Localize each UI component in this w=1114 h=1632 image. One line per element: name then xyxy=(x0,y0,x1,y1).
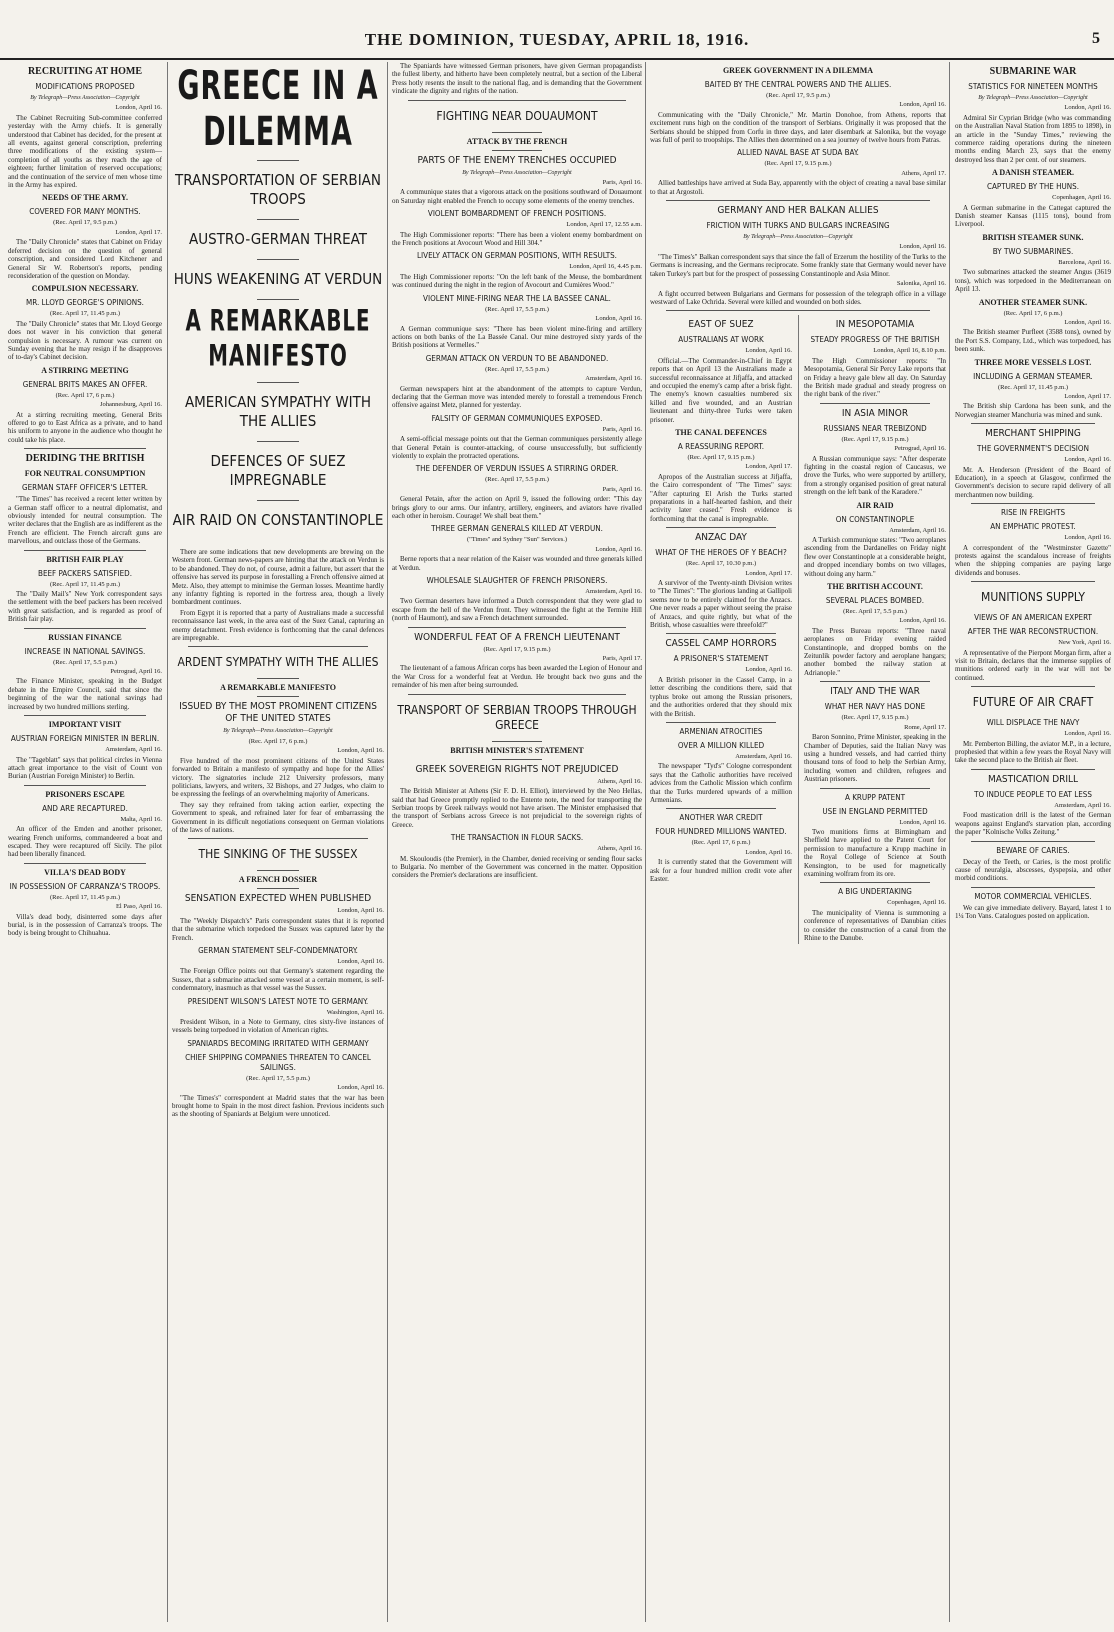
subheadline: AN EMPHATIC PROTEST. xyxy=(990,522,1076,532)
received-line: (Rec. April 17, 6 p.m.) xyxy=(691,839,751,847)
headline: ANOTHER WAR CREDIT xyxy=(679,813,763,823)
subheadline: PARTS OF THE ENEMY TRENCHES OCCUPIED xyxy=(417,154,617,166)
dateline: London, April 17. xyxy=(745,569,792,577)
received-line: (Rec. April 17, 5.5 p.m.) xyxy=(843,608,907,616)
subheadline: FOUR HUNDRED MILLIONS WANTED. xyxy=(655,827,787,837)
headline: EAST OF SUEZ xyxy=(688,319,754,331)
article-text: M. Skouloudis (the Premier), in the Chamber, denied receiving or sending flour sacks to Bulgaria. No member of the Government was concerned in the matter. Opposition considers the Premier's declarations are insufficient. xyxy=(392,854,642,880)
headline: IN MESOPOTAMIA xyxy=(835,319,915,331)
headline: RUSSIAN FINANCE xyxy=(48,632,122,642)
headline: CASSEL CAMP HORRORS xyxy=(665,638,777,650)
headline: THREE MORE VESSELS LOST. xyxy=(974,357,1092,367)
dateline: Paris, April 16. xyxy=(602,425,642,433)
subheadline: FRICTION WITH TURKS AND BULGARS INCREASING xyxy=(706,221,890,231)
dateline: Amsterdam, April 16. xyxy=(585,375,642,383)
received-line: (Rec. April 17, 11.45 p.m.) xyxy=(50,310,120,318)
article-text: Two submarines attacked the steamer Angus (3619 tons), which was torpedoed in the Mediterranean on April 13. xyxy=(955,268,1111,294)
dateline: London, April 16. xyxy=(745,666,792,674)
subheadline: BRITISH MINISTER'S STATEMENT xyxy=(450,745,584,755)
dateline: London, April 17, 12.55 a.m. xyxy=(566,221,642,229)
article-text: The High Commissioner reports: "In Mesopotamia, General Sir Percy Lake reports that on Friday a heavy gale blew all day. On Saturday the British made gradual and steady progress on the right bank of the river." xyxy=(804,356,946,399)
subheadline: AFTER THE WAR RECONSTRUCTION. xyxy=(967,627,1099,637)
article-text: A semi-official message points out that the German communiques persistently allege that General Petain is counter-attacking, of course unsuccessfully, but sufficiently violently to explain the protracted operations. xyxy=(392,435,642,460)
dateline: Amsterdam, April 16. xyxy=(1054,801,1111,809)
headline: PRISONERS ESCAPE xyxy=(45,789,125,799)
masthead xyxy=(0,0,1114,60)
advertisement-heading: MOTOR COMMERCIAL VEHICLES. xyxy=(974,891,1092,901)
article-text: A survivor of the Twenty-ninth Division writes to "The Times": "The glorious landing at Gallipoli seems now to be entirely claimed for the Anzacs. One never reads a paper without seeing the praise of Anzacs, and quite rightly, but what of the British, whose casualties were threefold?" xyxy=(650,579,792,630)
subheadline: COVERED FOR MANY MONTHS. xyxy=(29,207,141,217)
dateline: Amsterdam, April 16. xyxy=(889,526,946,534)
article-text: A German submarine in the Cattegat captured the Danish steamer Kansas (1115 tons), bound from Liverpool. xyxy=(955,203,1111,229)
article-text: The municipality of Vienna is summoning a conference of representatives of Danubian cities to consider the construction of a canal from the Rhine to the Danube. xyxy=(804,908,946,942)
dateline: London, April 17. xyxy=(1064,392,1111,400)
headline: VILLA'S DEAD BODY xyxy=(44,867,126,877)
subheadline: SPANIARDS BECOMING IRRITATED WITH GERMANY xyxy=(187,1038,369,1048)
subheadline: THE DEFENDER OF VERDUN ISSUES A STIRRING ORDER. xyxy=(415,464,619,474)
advertisement-text: We can give immediate delivery. Bayard, latest 1 to 1¼ Ton Vans. Catalogues posted on application. xyxy=(955,903,1111,921)
article-text: Admiral Sir Cyprian Bridge (who was commanding on the Australian Naval Station from 1895 to 1898), in an article in the "Sunday Times," reviewing the commerce raiding operations during the nineteen months ending March 23, says that the enemy destroyed less than 2 per cent. of our steamers. xyxy=(955,113,1111,164)
received-line: (Rec. April 17, 6 p.m.) xyxy=(1003,309,1063,317)
subheadline: STEADY PROGRESS OF THE BRITISH xyxy=(810,335,940,345)
subheadline: CAPTURED BY THE HUNS. xyxy=(986,182,1080,192)
subheadline: PRESIDENT WILSON'S LATEST NOTE TO GERMANY. xyxy=(187,996,369,1006)
byline: By Telegraph—Press Association—Copyright xyxy=(978,95,1088,101)
column-1 xyxy=(8,62,166,1622)
article-text: A communique states that a vigorous attack on the positions southward of Douaumont on Saturday night enabled the French to occupy some elements of the enemy trenches. xyxy=(392,188,642,205)
column-4-left xyxy=(650,315,792,944)
column-4 xyxy=(645,62,950,1622)
dateline: London, April 16. xyxy=(1064,730,1111,738)
article-text: A Russian communique says: "After desperate fighting in the coastal region of Caucasus, we drove the Turks, who were supported by artillery, from a strongly organised position of great natural strength on the left bank of the Karadere." xyxy=(804,454,946,497)
article-text: A British prisoner in the Cassel Camp, in a letter describing the conditions there, said that typhus broke out among the Russian prisoners, and the authorities ordered that they should mix with the British. xyxy=(650,675,792,718)
headline: IMPORTANT VISIT xyxy=(48,720,122,730)
article-text: Villa's dead body, disinterred some days after burial, is in the possession of Carranza's troops. The body is being brought to Chihuahua. xyxy=(8,912,162,938)
subheadline: LIVELY ATTACK ON GERMAN POSITIONS, WITH RESULTS. xyxy=(417,251,617,261)
article-text: A representative of the Pierpont Morgan firm, after a visit to Britain, declares that the immense supplies of munitions ordered early in the war will not be continued. xyxy=(955,648,1111,682)
subheadline: WHAT OF THE HEROES OF Y BEACH? xyxy=(655,548,787,558)
dateline: London, April 16. xyxy=(899,101,946,109)
article-text: A Turkish communique states: "Two aeroplanes ascending from the Dardanelles on Friday night flew over Constantinople at a considerable height, and dropped incendiary bombs on two villages, without doing any harm." xyxy=(804,536,946,578)
article-text: Official.—The Commander-in-Chief in Egypt reports that on April 13 the Australians made a successful reconnaissance at Jifjaffa, and attacked and occupied the enemy's camp after a brisk fight. The enemy's known casualties numbered six killed and five wounded, and an Austrian lieutenant and thirty-three Turks were taken prisoner. xyxy=(650,356,792,424)
received-line: (Rec. April 17, 9.15 p.m.) xyxy=(483,645,551,653)
article-text: "The Times's" Balkan correspondent says that since the fall of Erzerum the hostility of the Turks to the Germans is increasing, and the Germans reciprocate. Some frankly state that Germany would never have taken Turkey's part but for the prospect of possessing Constantinople and Asia Minor. xyxy=(650,252,946,278)
dateline: Washington, April 16. xyxy=(326,1008,384,1016)
article-text: The Cabinet Recruiting Sub-committee conferred yesterday with the Army chiefs. It is generally understood that Cabinet has decided, for the present at all events, against general conscription, preferring three modifications of the existing system—completion of all youths as they reach the age of eighteen; further limitation of reserved occupations; and the continuation of the service of men whose time in the Army has expired. xyxy=(8,113,162,190)
subheadline: THE GOVERNMENT'S DECISION xyxy=(977,444,1089,454)
dateline: London, April 16. xyxy=(899,818,946,826)
dateline: London, April 16. xyxy=(1064,534,1111,542)
headline: A STIRRING MEETING xyxy=(41,365,129,375)
article-text: Allied battleships have arrived at Suda Bay, apparently with the object of creating a naval base similar to that at Argostoli. xyxy=(650,179,946,196)
received-line: (Rec. April 17, 9.15 p.m.) xyxy=(687,453,755,461)
article-text: "The Times" has received a recent letter written by a German staff officer to a neutral diplomatist, and obviously intended for neutral consumption. The writer declares that the English are as indifferent as the French are efficient. The French aircraft guns are marvellous, and outclass those of the Germans. xyxy=(8,495,163,546)
headline: BRITISH STEAMER SUNK. xyxy=(982,232,1084,242)
subheadline: TO INDUCE PEOPLE TO EAT LESS xyxy=(974,789,1092,799)
subheadline: STATISTICS FOR NINETEEN MONTHS xyxy=(968,82,1098,91)
headline: ITALY AND THE WAR xyxy=(830,686,920,698)
subheadline: AUSTRIAN FOREIGN MINISTER IN BERLIN. xyxy=(10,734,160,744)
dateline: London, April 16. xyxy=(337,747,384,755)
dateline: London, April 16. xyxy=(337,957,384,965)
subheadline: A REASSURING REPORT. xyxy=(677,441,765,451)
article-text: General Petain, after the action on April 9, issued the following order: "This day brings glory to our arms. Our infantry, artillery, engineers, and aviators have rivalled each other in heroism. Courage! We shall beat them." xyxy=(392,495,642,520)
subheadline: AIR RAID xyxy=(856,500,894,510)
column-4-right xyxy=(798,315,946,944)
received-line: ("Times" and Sydney "Sun" Services.) xyxy=(466,536,568,544)
subheadline: A REMARKABLE MANIFESTO xyxy=(220,683,336,693)
subheadline: IN POSSESSION OF CARRANZA'S TROOPS. xyxy=(9,881,161,891)
byline: By Telegraph—Press Association—Copyright xyxy=(223,728,333,735)
dateline: Amsterdam, April 16. xyxy=(585,588,642,596)
headline: NEEDS OF THE ARMY. xyxy=(42,193,128,203)
subheadline: VIOLENT MINE-FIRING NEAR THE LA BASSEE CANAL. xyxy=(423,293,611,303)
article-text: They say they refrained from taking action earlier, expecting the Government to speak, and refrained later for fear of embarrassing the Government in its difficult negotiations consequent on German violations of the laws of nations. xyxy=(172,800,384,834)
dateline: Johannesburg, April 16. xyxy=(100,401,162,409)
advertisement-text: Decay of the Teeth, or Caries, is the most prolific cause of neuralgia, abscesses, dyspepsia, and other morbid conditions. xyxy=(955,857,1111,883)
dateline: Athens, April 17. xyxy=(901,169,946,177)
subheadline: THE BRITISH ACCOUNT. xyxy=(827,582,923,592)
subheadline: AND ARE RECAPTURED. xyxy=(42,803,128,813)
subheadline: THE CANAL DEFENCES xyxy=(675,427,767,437)
headline: AMERICAN SYMPATHY WITH THE ALLIES xyxy=(184,393,372,430)
article-text: The British steamer Purfleet (3588 tons), owned by the Port S.S. Company, Ltd., which was torpedoed, has been sunk. xyxy=(955,328,1111,354)
article-text: The "Tageblatt" says that political circles in Vienna attach great importance to the visit of Count von Burian (Austrian Foreign Minister) to Berlin. xyxy=(8,755,162,781)
article-text: At a stirring recruiting meeting, General Brits offered to go to East Africa as a private, and to hand his uniform to anyone in the audience who thought he could take his place. xyxy=(8,410,162,444)
article-text: The Spaniards have witnessed German prisoners, have given German propagandists the fullest liberty, and hitherto have been completely neutral, but a section of the Liberal Press hotly resents the insult to the national flag, and is demanding that the Government vindicate the dignity and rights of the nation. xyxy=(392,62,642,96)
received-line: (Rec. April 17, 6 p.m.) xyxy=(55,391,115,399)
received-line: (Rec. April 17, 11.45 p.m.) xyxy=(998,383,1068,391)
article-text: The newspaper "Tyd's" Cologne correspondent says that the Catholic authorities have received advices from the Catholic Mission which confirm that the Turks murdered upwards of a million Armenians. xyxy=(650,762,792,804)
received-line: (Rec. April 17, 9.15 p.m.) xyxy=(841,435,909,443)
dateline: Petrograd, April 16. xyxy=(110,668,162,676)
headline: ANOTHER STEAMER SUNK. xyxy=(978,297,1088,307)
article-text: The Finance Minister, speaking in the Budget debate in the Empire Council, said that since the beginning of the war the national savings had increased by two hundred millions sterling. xyxy=(8,677,162,711)
article-text: Food mastication drill is the latest of the German weapons against England's starvation plan, according the paper "Kolnische Volks Zeitung." xyxy=(955,811,1111,837)
subheadline: MODIFICATIONS PROPOSED xyxy=(35,82,135,91)
subheadline: GENERAL BRITS MAKES AN OFFER. xyxy=(22,379,148,389)
headline: RISE IN FREIGHTS xyxy=(1000,508,1066,518)
received-line: (Rec. April 17, 5.5 p.m.) xyxy=(53,658,117,666)
subheadline: INCREASE IN NATIONAL SAVINGS. xyxy=(24,646,146,656)
article-text: The "Daily Chronicle" states that Cabinet on Friday deferred decision on the question of general conscription, and considered Lord Kitchener and General Sir W. Robertson's reports, pending reconsideration of the question on Monday. xyxy=(8,238,162,280)
headline: ARDENT SYMPATHY WITH THE ALLIES xyxy=(177,655,379,670)
dateline: London, April 16. xyxy=(899,243,946,251)
column-2 xyxy=(167,62,388,1622)
headline: GERMANY AND HER BALKAN ALLIES xyxy=(717,205,879,217)
article-text: The lieutenant of a famous African corps has been awarded the Legion of Honour and the War Cross for a wonderful feat at Verdun. He brought back two guns and the remainder of his men after being surrounded. xyxy=(392,664,642,690)
article-text: The British ship Cardona has been sunk, and the Norwegian steamer Manchuria was mined and sunk. xyxy=(955,402,1111,419)
headline: A DANISH STEAMER. xyxy=(991,168,1074,178)
article-text: From Egypt it is reported that a party of Australians made a successful reconnaissance last week, in the area east of the Suez Canal, capturing an enemy detachment. Fresh evidence is forthcoming that the canal defences are impregnable. xyxy=(172,608,384,643)
dateline: Athens, April 16. xyxy=(597,777,642,785)
dateline: London, April 16. xyxy=(337,1084,384,1092)
headline: DERIDING THE BRITISH xyxy=(25,453,145,465)
received-line: (Rec. April 17, 6 p.m.) xyxy=(248,737,308,745)
dateline: London, April 16. xyxy=(1064,104,1111,112)
subheadline: ALLIED NAVAL BASE AT SUDA BAY. xyxy=(737,148,859,158)
headline: ANZAC DAY xyxy=(695,532,747,544)
received-line: (Rec. April 17, 9.5 p.m.) xyxy=(766,92,830,99)
subheadline: USE IN ENGLAND PERMITTED xyxy=(822,806,928,816)
headline: GREEK GOVERNMENT IN A DILEMMA xyxy=(722,66,874,75)
newspaper-title: THE DOMINION, TUESDAY, APRIL 18, 1916. xyxy=(364,30,750,49)
dateline: Copenhagen, April 16. xyxy=(1052,194,1111,202)
dateline: Petrograd, April 16. xyxy=(894,445,946,453)
received-line: (Rec. April 17, 5.5 p.m.) xyxy=(246,1074,310,1082)
received-line: (Rec. April 17, 9.15 p.m.) xyxy=(764,160,832,168)
headline: DEFENCES OF SUEZ IMPREGNABLE xyxy=(210,452,346,489)
received-line: (Rec. April 17, 5.5 p.m.) xyxy=(485,476,549,484)
subheadline: RUSSIANS NEAR TREBIZOND xyxy=(823,423,927,433)
subheadline: OVER A MILLION KILLED xyxy=(677,740,765,750)
dateline: London, April 17. xyxy=(745,463,792,471)
dateline: Copenhagen, April 16. xyxy=(887,899,946,907)
subheadline: WHOLESALE SLAUGHTER OF FRENCH PRISONERS. xyxy=(426,576,608,586)
article-text: The High Commissioner reports: "There has been a violent enemy bombardment on the French positions at Avocourt Wood and Hill 304." xyxy=(392,230,642,248)
article-text: The Press Bureau reports: "Three naval aeroplanes on Friday evening raided Constantinople, and dropped bombs on the Zeitunlik powder factory and aeroplane hangars; another bombed the railway station at Adrianople." xyxy=(804,626,946,677)
article-text: Mr. A. Henderson (President of the Board of Education), in a speech at Glasgow, confirmed the Government's decision to secure rapid delivery of all merchantmen now building. xyxy=(955,465,1111,499)
subheadline: BAITED BY THE CENTRAL POWERS AND THE ALLIES. xyxy=(704,80,892,89)
dateline: Amsterdam, April 16. xyxy=(105,746,162,754)
subheadline: ISSUED BY THE MOST PROMINENT CITIZENS OF THE UNITED STATES xyxy=(179,701,377,725)
dateline: London, April 16, 8.10 p.m. xyxy=(873,347,946,355)
subheadline: VIEWS OF AN AMERICAN EXPERT xyxy=(974,613,1092,623)
subheadline: A PRISONER'S STATEMENT xyxy=(673,654,769,664)
byline: By Telegraph—Press Association—Copyright xyxy=(462,169,572,176)
article-text: An officer of the Emden and another prisoner, wearing French uniforms, commandeered a boat and escaped. They were recaptured off Sicily. The pilot had been liberally financed. xyxy=(8,825,162,859)
headline: MUNITIONS SUPPLY xyxy=(981,590,1085,605)
dateline: London, April 16. xyxy=(745,347,792,355)
subheadline: BEEF PACKERS SATISFIED. xyxy=(38,568,132,578)
subheadline: INCLUDING A GERMAN STEAMER. xyxy=(973,371,1093,381)
received-line: (Rec. April 17, 5.5 p.m.) xyxy=(485,305,549,313)
article-text: The Foreign Office points out that Germany's statement regarding the Sussex, that a submarine attacked some vessel at a certain moment, is self-condemnatory, inasmuch as that vessel was the Sussex. xyxy=(172,967,384,993)
subheadline: THE TRANSACTION IN FLOUR SACKS. xyxy=(450,833,584,843)
headline: AIR RAID ON CONSTANTINOPLE xyxy=(172,511,384,529)
headline: TRANSPORT OF SERBIAN TROOPS THROUGH GREECE xyxy=(397,702,637,732)
dateline: Athens, April 16. xyxy=(597,845,642,853)
article-text: The "Daily Chronicle" states that Mr. Lloyd George does not waver in his conviction that general compulsion is necessary. A rumour was current on Sunday evening that he may resign if he disapproves of to-day's Cabinet decision. xyxy=(8,319,162,362)
article-text: Communicating with the "Daily Chronicle," Mr. Martin Donohoe, from Athens, reports that excitement runs high on the condition of the transport of Serbians. Originally it was proposed that the Serbians should be shipped from Corfu in three days, and later disembark at Salonika, but the voyage was full of peril to troopships. The Allies then determined on a sea journey of twelve hours from Patras. xyxy=(650,110,946,145)
dateline: El Paso, April 16. xyxy=(115,903,162,911)
subheadline: A FRENCH DOSSIER xyxy=(238,875,318,885)
subheadline: BY TWO SUBMARINES. xyxy=(992,246,1074,256)
headline: COMPULSION NECESSARY. xyxy=(31,284,139,294)
column-3 xyxy=(387,62,646,1622)
headline: THE SINKING OF THE SUSSEX xyxy=(198,847,358,862)
dateline: Paris, April 16. xyxy=(602,485,642,493)
article-text: Two German deserters have informed a Dutch correspondent that they were glad to escape from the hell of the Verdun front. They witnessed the fight at the Termite Hill (north of Haumont), and saw a French detachment surrounded. xyxy=(392,597,642,623)
subheadline: AUSTRALIANS AT WORK xyxy=(678,335,764,345)
dateline: Rome, April 17. xyxy=(904,723,946,731)
article-text: Berne reports that a near relation of the Kaiser was wounded and three generals killed at Verdun. xyxy=(392,555,642,572)
headline: FUTURE OF AIR CRAFT xyxy=(972,695,1094,710)
article-text: The High Commissioner reports: "On the left bank of the Meuse, the bombardment was continued during the night in the region of Avocourt and Cumières Wood." xyxy=(392,272,642,290)
headline: A REMARKABLE MANIFESTO xyxy=(185,304,371,374)
headline: TRANSPORTATION OF SERBIAN TROOPS xyxy=(175,171,381,208)
article-text: It is currently stated that the Government will ask for a four hundred million credit vote after Easter. xyxy=(650,858,792,883)
dateline: London, April 16. xyxy=(899,617,946,625)
headline: WONDERFUL FEAT OF A FRENCH LIEUTENANT xyxy=(414,631,620,643)
advertisement-heading: BEWARE OF CARIES. xyxy=(996,845,1070,855)
article-text: Apropos of the Australian success at Jifjaffa, the Cairo correspondent of "The Times" says: "After capturing El Arish the Turks started preparations in a half-hearted fashion, and their activity later ceased." Fresh evidence is forthcoming that the canal is impregnable. xyxy=(650,472,792,523)
headline: AUSTRO-GERMAN THREAT xyxy=(189,230,367,248)
subheadline: ATTACK BY THE FRENCH xyxy=(466,136,568,146)
subheadline: VIOLENT BOMBARDMENT OF FRENCH POSITIONS. xyxy=(427,209,607,219)
headline: MASTICATION DRILL xyxy=(987,773,1079,785)
subheadline: SENSATION EXPECTED WHEN PUBLISHED xyxy=(184,893,372,905)
dateline: Salonika, April 16. xyxy=(896,280,946,288)
dateline: Amsterdam, April 16. xyxy=(735,752,792,760)
subheadline: GREEK SOVEREIGN RIGHTS NOT PREJUDICED xyxy=(415,763,619,775)
dateline: London, April 16. xyxy=(1064,456,1111,464)
dateline: London, April 16, 4.45 p.m. xyxy=(569,263,642,271)
dateline: London, April 16. xyxy=(595,545,642,553)
subheadline: CHIEF SHIPPING COMPANIES THREATEN TO CANCEL SAILINGS. xyxy=(185,1052,371,1072)
dateline: Malta, April 16. xyxy=(120,815,162,823)
article-text: The "Daily Mail's" New York correspondent says the settlement with the beef packers has been received with great satisfaction, and is regarded as proof of British fair play. xyxy=(8,590,162,624)
article-text: The British Minister at Athens (Sir F. D. H. Elliot), interviewed by the Neo Hellas, said that had Greece promptly replied to the Entente note, the need for transporting the Serbian troops by Greek railways would not have arisen. The Minister emphasised that the transport of Serbians across Greece is not prejudicial to the sovereign rights of Greece. xyxy=(392,787,642,829)
article-text: "The Times's" correspondent at Madrid states that the war has been brought home to Spain in the most direct fashion. Previous incidents such as the shooting of Spaniards at Belgium were unnoticed. xyxy=(172,1093,384,1119)
received-line: (Rec. April 17, 10.30 p.m.) xyxy=(685,560,757,568)
headline: IN ASIA MINOR xyxy=(841,407,909,419)
headline: SUBMARINE WAR xyxy=(989,66,1077,77)
dateline: London, April 16. xyxy=(1064,318,1111,326)
received-line: (Rec. April 17, 11.45 p.m.) xyxy=(50,893,120,901)
headline: FIGHTING NEAR DOUAUMONT xyxy=(436,108,598,123)
headline: HUNS WEAKENING AT VERDUN xyxy=(173,270,383,288)
subheadline: GERMAN ATTACK ON VERDUN TO BE ABANDONED. xyxy=(425,353,609,363)
page-number: 5 xyxy=(1092,30,1100,47)
subheadline: SEVERAL PLACES BOMBED. xyxy=(825,596,925,606)
dateline: London, April 16. xyxy=(745,848,792,856)
dateline: Barcelona, April 16. xyxy=(1058,258,1111,266)
headline: A KRUPP PATENT xyxy=(844,792,905,802)
article-text: Mr. Pemberton Billing, the aviator M.P., in a lecture, prophesied that within a few years the Royal Navy will take the second place to the British air fleet. xyxy=(955,739,1111,765)
received-line: (Rec. April 17, 9.5 p.m.) xyxy=(53,219,117,227)
dateline: Paris, April 17. xyxy=(602,655,642,663)
headline: MERCHANT SHIPPING xyxy=(985,428,1081,440)
article-text: Five hundred of the most prominent citizens of the United States forwarded to Britain a manifesto of sympathy and hope for the Allies' victory. The signatories include 212 University professors, many politicians, lawyers, and writers, 32 Bishops, and 27 Judges, who claim to be expressing the feelings of an overwhelming majority of Americans. xyxy=(172,756,384,799)
article-text: A German communique says: "There has been violent mine-firing and artillery actions on both banks of the La Bassée Canal. Our mine destroyed sixty yards of the British positions at Vermelles." xyxy=(392,324,642,350)
subheadline: WHAT HER NAVY HAS DONE xyxy=(824,702,926,712)
article-text: A fight occurred between Bulgarians and Germans for possession of the telegraph office in a village westward of Lake Ochrida. Several were killed and wounded on both sides. xyxy=(650,289,946,306)
article-text: A correspondent of the "Westminster Gazette" protests against the scandalous increase of freights when the shipping companies are paying large dividends and bonuses. xyxy=(955,543,1111,577)
article-text: The "Weekly Dispatch's" Paris correspondent states that it is reported that the submarine which torpedoed the Sussex was captured later by the French. xyxy=(172,916,384,942)
received-line: (Rec. April 17, 9.15 p.m.) xyxy=(841,714,909,722)
received-line: (Rec. April 17, 11.45 p.m.) xyxy=(50,580,120,588)
byline: By Telegraph—Press Association—Copyright xyxy=(30,95,140,101)
column-5 xyxy=(949,62,1111,1622)
subheadline: THREE GERMAN GENERALS KILLED AT VERDUN. xyxy=(431,524,603,534)
subheadline: MR. LLOYD GEORGE'S OPINIONS. xyxy=(26,298,144,308)
subheadline: FOR NEUTRAL CONSUMPTION xyxy=(24,469,146,479)
subheadline: ON CONSTANTINOPLE xyxy=(835,514,915,524)
dateline: Paris, April 16. xyxy=(602,179,642,187)
subheadline: WILL DISPLACE THE NAVY xyxy=(986,718,1080,728)
article-text: There are some indications that new developments are brewing on the Western front. German news-papers are hinting that the attack on Verdun is to be abandoned. They do not, of course, admit a failure, but assert that the offensive has served its purpose in forestalling a French offensive aimed at Metz. Also, they attempt to minimise the German losses. Meantime hardly any infantry fighting is reported in the fortress area, though a lively bombardment continues. xyxy=(172,548,384,607)
dateline: London, April 16. xyxy=(595,315,642,323)
article-text: President Wilson, in a Note to Germany, cites sixty-five instances of vessels being torpedoed in violation of American rights. xyxy=(172,1018,384,1035)
subheadline: GERMAN STAFF OFFICER'S LETTER. xyxy=(22,483,148,493)
byline: By Telegraph—Press Association—Copyright xyxy=(743,234,853,241)
subheadline: GERMAN STATEMENT SELF-CONDEMNATORY. xyxy=(198,945,358,955)
headline: BRITISH FAIR PLAY xyxy=(46,554,124,564)
article-text: Baron Sonnino, Prime Minister, speaking in the Chamber of Deputies, said the Italian Navy was using a hundred vessels, and had carried thirty thousand tons of food to help the Serbian Army, including women and children, refugees and Austrian prisoners. xyxy=(804,733,946,784)
dateline: London, April 16. xyxy=(115,104,162,112)
headline: A BIG UNDERTAKING xyxy=(838,887,912,897)
received-line: (Rec. April 17, 5.5 p.m.) xyxy=(485,365,549,373)
headline: RECRUITING AT HOME xyxy=(27,66,143,77)
subheadline: FALSITY OF GERMAN COMMUNIQUES EXPOSED. xyxy=(431,413,603,423)
article-text: German newspapers hint at the abandonment of the attempts to capture Verdun, declaring that the German move was intended merely to forestall a tremendous French offensive against Metz, planned for yesterday. xyxy=(392,384,642,410)
headline: ARMENIAN ATROCITIES xyxy=(679,726,763,736)
main-headline: GREECE IN A DILEMMA xyxy=(177,62,379,156)
dateline: New York, April 16. xyxy=(1058,639,1111,647)
dateline: London, April 17. xyxy=(115,228,162,236)
article-text: Two munitions firms at Birmingham and Sheffield have applied to the Patent Court for permission to manufacture a Krupp machine in the Royal College of Science at South Kensington, to be used for magnetically examining wolfram from its ore. xyxy=(804,827,946,878)
dateline: London, April 16. xyxy=(337,907,384,915)
